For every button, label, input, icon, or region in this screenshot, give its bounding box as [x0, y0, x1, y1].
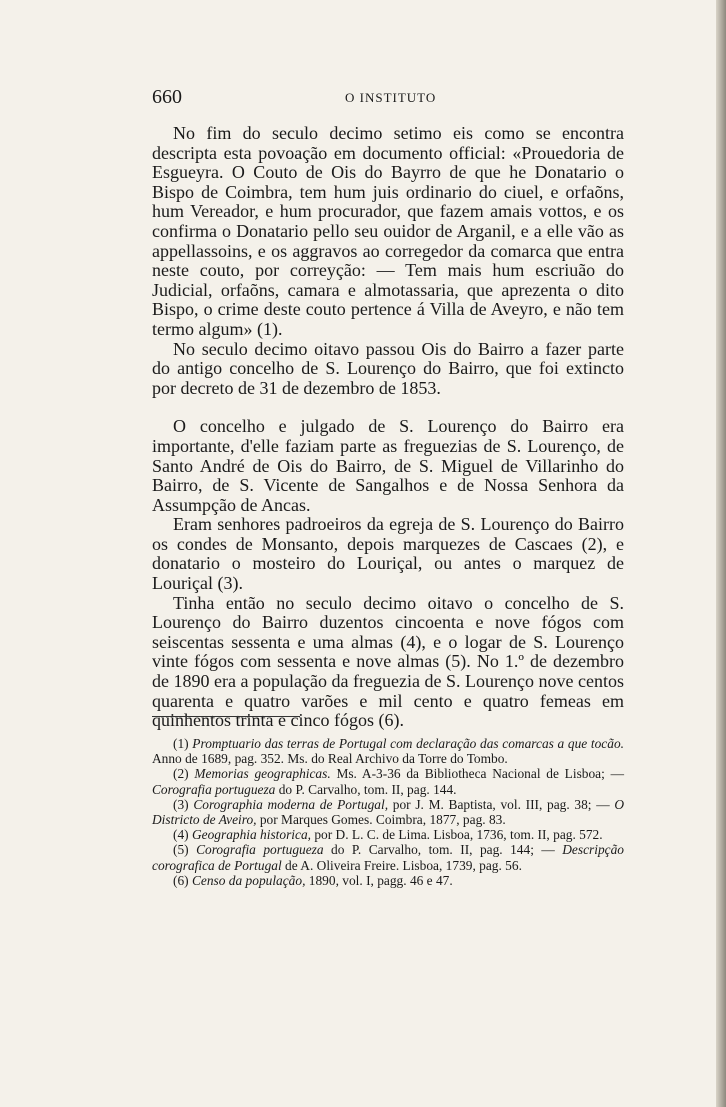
footnote-number: (6) [173, 872, 189, 888]
footnote-title: Corographia moderna de Portugal, [193, 796, 389, 812]
footnote-title: Corografia portugueza [152, 781, 276, 797]
page-edge [716, 0, 726, 1107]
footnote-text: do P. Carvalho, tom. II, pag. 144. [275, 781, 457, 797]
paragraph: Tinha então no seculo decimo oitavo o concelho de S. Lourenço do Bairro duzentos cincoenta e nove fógos com seiscentas sessenta e uma almas (4), e o logar de S. Lourenço vinte fógos com sessenta e nove almas (5). No 1.º de dezembro de 1890 era a população da freguezia de S. Lourenço nove centos quarenta e quatro varões e mil cento e quatro femeas em quinhentos trinta e cinco fógos (6). [152, 592, 624, 731]
page-number: 660 [152, 86, 182, 108]
body-text [152, 124, 624, 731]
footnote-number: (5) [173, 842, 189, 858]
footnote-text: do P. Carvalho, tom. II, pag. 144; — [323, 842, 563, 858]
footnote-text: por J. M. Baptista, vol. III, pag. 38; — [388, 796, 615, 812]
footnote [152, 736, 624, 766]
footnote-title: Descripção corografica de Portugal [152, 842, 624, 873]
footnote-separator [152, 716, 300, 717]
page-header [152, 86, 622, 110]
footnote-text: Ms. A-3-36 da Bibliotheca Nacional de Lisboa; — [330, 766, 624, 782]
footnote-number: (4) [173, 827, 189, 843]
paragraph: Eram senhores padroeiros da egreja de S. Lourenço do Bairro os condes de Monsanto, depois marquezes de Cascaes (2), e donatario o mosteiro do Louriçal, ou antes o marquez de Louriçal (3). [152, 514, 624, 594]
paragraph: O concelho e julgado de S. Lourenço do Bairro era importante, d'elle faziam parte as freguezias de S. Lourenço, de Santo André de Ois do Bairro, de S. Miguel de Villarinho do Bairro, de S. Vicente de Sangalhos e de Nossa Senhora da Assumpção de Ancas. [152, 416, 624, 515]
footnote-number: (3) [173, 796, 189, 812]
footnote-title: Memorias geographicas. [194, 766, 331, 782]
running-title: O INSTITUTO [345, 90, 437, 105]
footnote-text: por Marques Gomes. Coimbra, 1877, pag. 83. [256, 812, 506, 828]
footnote-title: Corografia portugueza [196, 842, 324, 858]
footnote-text: por D. L. C. de Lima. Lisboa, 1736, tom. II, pag. 572. [311, 827, 603, 843]
footnote [152, 842, 624, 872]
paragraph: No fim do seculo decimo setimo eis como se encontra descripta esta povoação em documento official: «Prouedoria de Esgueyra. O Couto de Ois do Bayrro de que he Donatario o Bispo de Coimbra, tem hum juis ordinario do ciuel, e orfaõns, hum Vereador, e hum procurador, que fazem amais vottos, e os confirma o Donatario pello seu ouidor de Arganil, e a elle vão as appellassoins, e os aggravos ao corregedor da comarca que entra neste couto, por correyção: — Tem mais hum escriuão do Judicial, orfaõns, camara e almotassaria, que aprezenta o dito Bispo, o crime deste couto pertence á Villa de Aveyro, e não tem termo algum» (1). [152, 123, 624, 339]
footnote-title: O Districto de Aveiro, [152, 796, 624, 828]
footnote [152, 797, 624, 827]
footnote-text: Anno de 1689, pag. 352. Ms. do Real Archivo da Torre do Tombo. [152, 751, 508, 767]
footnote-number: (2) [173, 766, 189, 782]
paragraph: No seculo decimo oitavo passou Ois do Bairro a fazer parte do antigo concelho de S. Lourenço do Bairro, que foi extincto por decreto de 31 de dezembro de 1853. [152, 338, 624, 398]
footnote [152, 766, 624, 796]
footnote-text: de A. Oliveira Freire. Lisboa, 1739, pag. 56. [281, 857, 522, 873]
footnote-title: Promptuario das terras de Portugal com declaração das comarcas a que tocão. [192, 736, 624, 751]
footnotes [152, 736, 624, 888]
footnote-number: (1) [173, 736, 189, 751]
footnote [152, 827, 624, 842]
footnote-title: Censo da população, [191, 872, 306, 888]
footnote-text: 1890, vol. I, pagg. 46 e 47. [305, 872, 453, 888]
footnote [152, 873, 624, 888]
footnote-title: Geographia historica, [191, 827, 312, 843]
